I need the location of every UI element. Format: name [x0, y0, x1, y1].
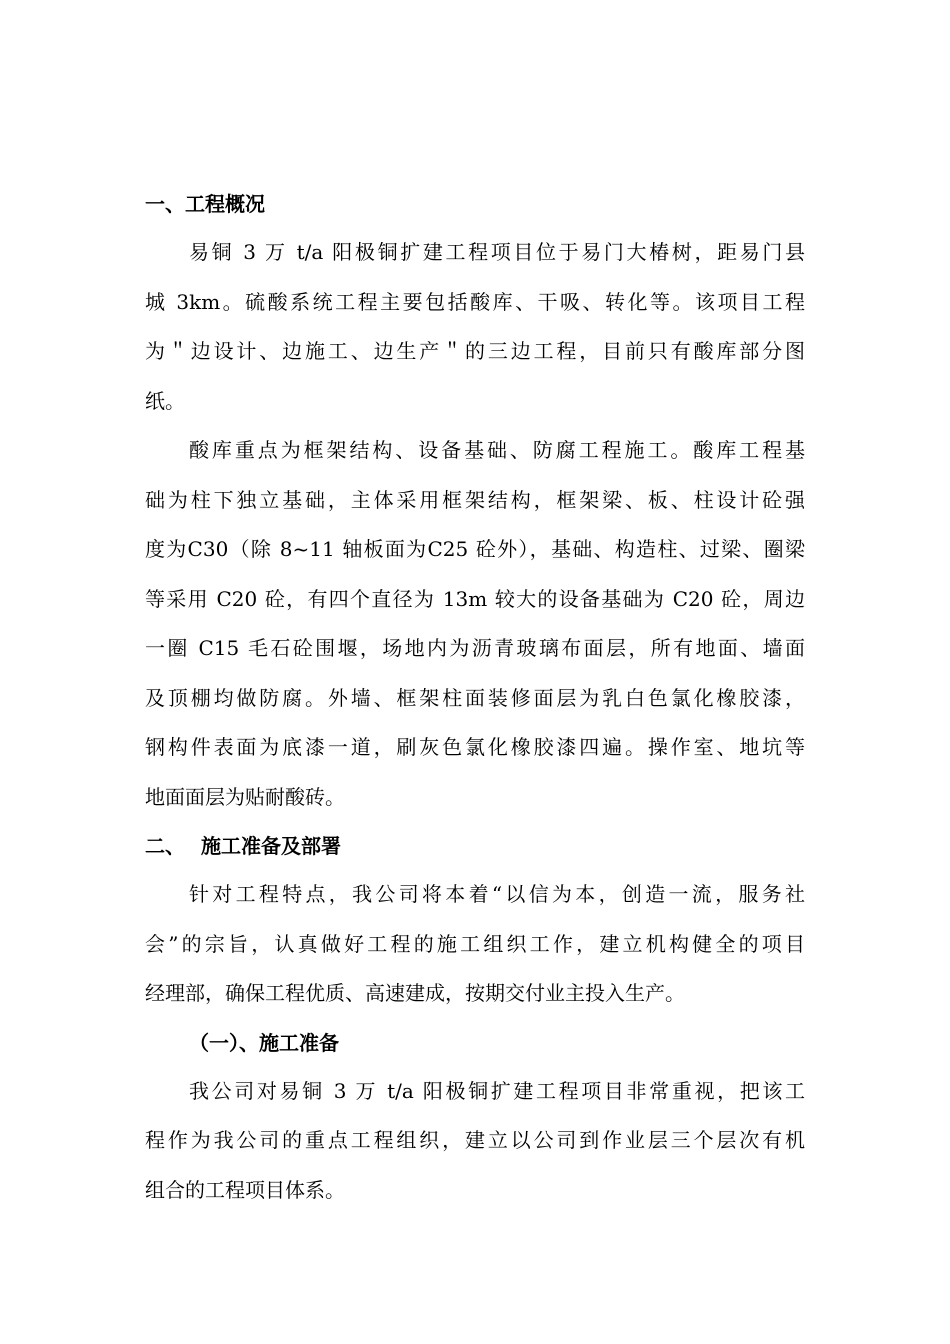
section-heading-project-overview: 一、工程概况 [145, 192, 265, 216]
paragraph-line: 为＂边设计、边施工、边生产＂的三边工程，目前只有酸库部分图 [145, 339, 805, 363]
document-body [145, 180, 805, 1215]
paragraph-line: 易铜 3 万 t/a 阳极铜扩建工程项目位于易门大椿树，距易门县 [189, 240, 805, 264]
paragraph-company-commitment [145, 870, 805, 1019]
paragraph-line: 纸。 [145, 388, 185, 413]
section-heading-preparation-deployment [145, 822, 805, 870]
paragraph-line: 组合的工程项目体系。 [145, 1177, 345, 1202]
paragraph-acid-storage [145, 426, 805, 822]
paragraph-line: 度为C30（除 8~11 轴板面为C25 砼外），基础、构造柱、过梁、圈梁 [145, 537, 805, 561]
paragraph-line: 地面面层为贴耐酸砖。 [145, 784, 345, 809]
paragraph-line: 会”的宗旨，认真做好工程的施工组织工作，建立机构健全的项目 [145, 931, 805, 956]
paragraph-line: 我公司对易铜 3 万 t/a 阳极铜扩建工程项目非常重视，把该工 [189, 1078, 805, 1103]
section-title: 施工准备及部署 [201, 834, 341, 858]
paragraph-line: 等采用 C20 砼，有四个直径为 13m 较大的设备基础为 C20 砼，周边 [145, 586, 805, 611]
paragraph-line: 及顶棚均做防腐。外墙、框架柱面装修面层为乳白色氯化橡胶漆， [145, 685, 805, 710]
paragraph-line: 经理部，确保工程优质、高速建成，按期交付业主投入生产。 [145, 981, 685, 1005]
paragraph-line: 钢构件表面为底漆一道，刷灰色氯化橡胶漆四遍。操作室、地坑等 [145, 735, 805, 759]
paragraph-project-location [145, 228, 805, 426]
paragraph-line: 城 3km。硫酸系统工程主要包括酸库、干吸、转化等。该项目工程 [145, 289, 805, 314]
paragraph-project-organization [145, 1067, 805, 1216]
paragraph-line: 础为柱下独立基础，主体采用框架结构，框架梁、板、柱设计砼强 [145, 487, 805, 512]
paragraph-line: 针对工程特点，我公司将本着“以信为本，创造一流，服务社 [189, 882, 805, 906]
paragraph-line: 程作为我公司的重点工程组织，建立以公司到作业层三个层次有机 [145, 1128, 805, 1152]
section-number: 二、 [145, 834, 185, 858]
subsection-heading-construction-preparation: （一）、施工准备 [189, 1030, 339, 1055]
paragraph-line: 一圈 C15 毛石砼围堰，场地内为沥青玻璃布面层，所有地面、墙面 [145, 636, 805, 660]
paragraph-line: 酸库重点为框架结构、设备基础、防腐工程施工。酸库工程基 [189, 438, 805, 462]
